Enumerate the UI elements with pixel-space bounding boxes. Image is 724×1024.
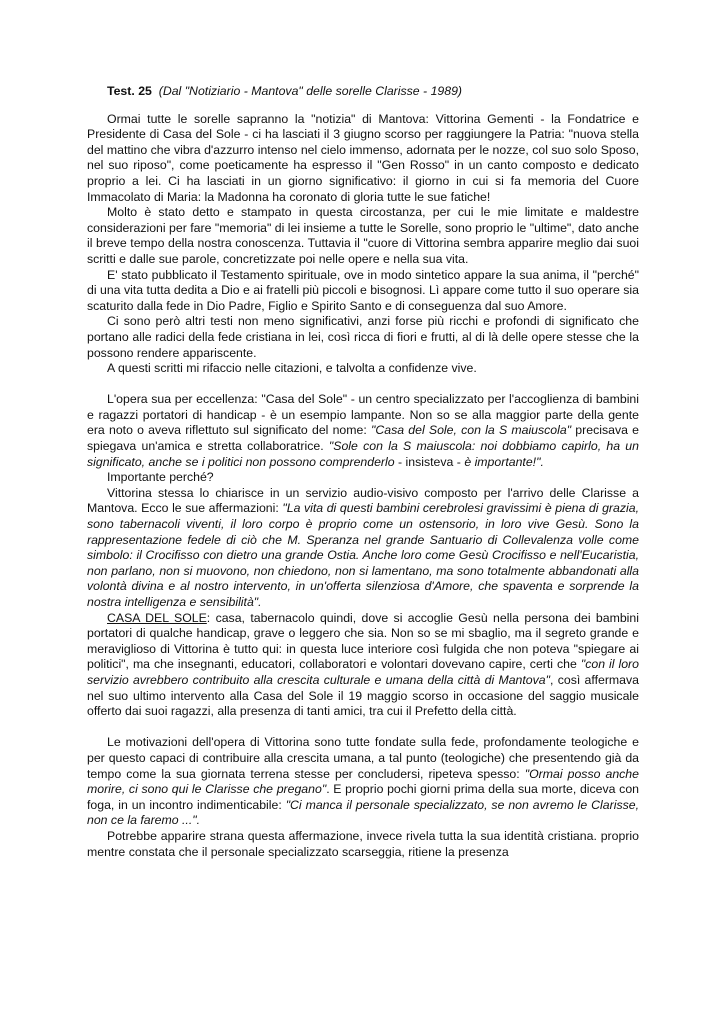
- p10-text: Le motivazioni dell'opera di Vittorina sono tutte fondate sulla fede, profondamente teologiche e per questo capaci di contribuire alla crescita umana, a tal punto (teologiche) che presentendo già da tempo come la sua giornata terrena stesse per concludersi, ripeteva spesso:: [87, 735, 639, 781]
- paragraph-2: Molto è stato detto e stampato in questa circostanza, per cui le mie limitate e maldestre considerazioni per fare "memoria" di lei insieme a tutte le Sorelle, sono proprio le "ultime", dato anche il breve tempo della nostra conoscenza. Tuttavia il "cuore di Vittorina sembra apparire meglio dai suoi scritti e dalle sue parole, concretizzate poi nelle opere e nella sua vita.: [87, 205, 639, 266]
- blank-line: [87, 377, 639, 393]
- p8-quote: "La vita di questi bambini cerebrolesi gravissimi è piena di grazia, sono tabernacoli viventi, il loro corpo è proprio come un ostensorio, in loro vive Gesù. Sono la rappresentazione fedele di ciò che M. Speranza nel grande Santuario di Collevalenza volle come simbolo: il Crocifisso con dietro una grande Ostia. Anche loro come Gesù Crocifisso e nell'Eucaristia, non parlano, non si muovono, non chiedono, non si lamentano, ma sono totalmente abbandonati alla volontà divina e al nostro intervento, in un'offerta silenziosa d'Amore, che spaventa e sorprende la nostra intelligenza e sensibilità".: [87, 501, 639, 609]
- paragraph-3: E' stato pubblicato il Testamento spirituale, ove in modo sintetico appare la sua anima, il "perché" di una vita tutta dedita a Dio e ai fratelli più piccoli e bisognosi. Lì appare come tutto il suo operare sia scaturito dalla fede in Dio Padre, Figlio e Spirito Santo e di conseguenza dal suo Amore.: [87, 267, 639, 313]
- paragraph-11: Potrebbe apparire strana questa affermazione, invece rivela tutta la sua identità cristiana. proprio mentre constata che il personale specializzato scarseggia, ritiene la presenza: [87, 828, 639, 859]
- p10-quote-2: "Ci manca il personale specializzato, se non avremo le Clarisse, non ce la faremo ...".: [87, 797, 640, 828]
- source-note: (Dal "Notiziario - Mantova" delle sorelle Clarisse - 1989): [158, 84, 463, 98]
- document-page: [87, 84, 639, 860]
- blank-line: [87, 720, 639, 736]
- paragraph-7: Importante perché?: [107, 470, 214, 485]
- paragraph-8: [87, 486, 639, 611]
- paragraph-4: Ci sono però altri testi non meno significativi, anzi forse più ricchi e profondi di significato che portano alle radici della fede cristiana in lei, così ricca di fiori e frutti, al di là delle opere stesse che la possono rendere appariscente.: [87, 314, 639, 360]
- p10-quote-1: "Ormai posso anche morire, ci sono qui le Clarisse che pregano": [87, 766, 639, 797]
- p9-text-2: , così affermava nel suo ultimo intervento alla Casa del Sole il 19 maggio scorso in occasione del saggio musicale offerto dai suoi ragazzi, alla presenza di tanti amici, tra cui il Prefetto della città.: [87, 672, 639, 719]
- p9-text: : casa, tabernacolo quindi, dove si accoglie Gesù nella persona dei bambini portatori di qualche handicap, grave o leggero che sia. Non so se mi sbaglio, ma il segreto grande e meraviglioso di Vittorina è tutto qui: in questa luce interiore così fulgida che non poteva "spiegare ai politici", ma che insegnanti, educatori, collaboratori e volontari dovevano capire, certi che: [87, 610, 639, 672]
- p6-text-2: precisava e spiegava un'amica e stretta collaboratrice.: [87, 423, 639, 454]
- p6-quote-2: "Sole con la S maiuscola: noi dobbiamo capirlo, ha un significato, anche se i politici non possono comprenderlo: [87, 439, 639, 469]
- document-heading: [107, 84, 639, 100]
- paragraph-10: [87, 735, 639, 829]
- paragraph-1: Ormai tutte le sorelle sapranno la "notizia" di Mantova: Vittorina Gementi - la Fondatrice e Presidente di Casa del Sole - ci ha lasciati il 3 giugno scorso per raggiungere la Patria: "nuova stella del mattino che vibra d'azzurro intenso nel cielo immenso, adornata per le nozze, col suo solo Sposo, nel suo riposo", come poeticamente ha espresso il "Gen Rosso" in un canto composto e dedicato proprio a lei. Ci ha lasciati in un giorno significativo: il giorno in cui si fa memoria del Cuore Immacolato di Maria: la Madonna ha coronato di gloria tutte le sue fatiche!: [87, 111, 639, 204]
- p6-text-3: - insisteva -: [394, 454, 465, 469]
- p6-quote-3: è importante!".: [464, 454, 544, 469]
- p6-quote-1: "Casa del Sole, con la S maiuscola": [370, 423, 572, 438]
- paragraph-9: [87, 611, 639, 720]
- p8-text: Vittorina stessa lo chiarisce in un servizio audio-visivo composto per l'arrivo delle Clarisse a Mantova. Ecco le sue affermazioni:: [87, 485, 639, 516]
- p10-text-2: . E proprio pochi giorni prima della sua morte, diceva con foga, in un incontro indimenticabile:: [87, 782, 639, 812]
- casa-del-sole-underlined: CASA DEL SOLE: [107, 610, 207, 625]
- p6-text: L'opera sua per eccellenza: "Casa del Sole" - un centro specializzato per l'accoglienza di bambini e ragazzi portatori di handicap - è un esempio lampante. Non so se alla maggior parte della gente era noto o aveva riflettuto sul significato del nome:: [87, 392, 639, 438]
- paragraph-6: [87, 392, 639, 470]
- p9-quote: "con il loro servizio avrebbero contribuito alla crescita culturale e umana della città di Mantova": [87, 657, 639, 687]
- paragraph-5: A questi scritti mi rifaccio nelle citazioni, e talvolta a confidenze vive.: [107, 361, 477, 376]
- test-number: Test. 25: [107, 84, 152, 98]
